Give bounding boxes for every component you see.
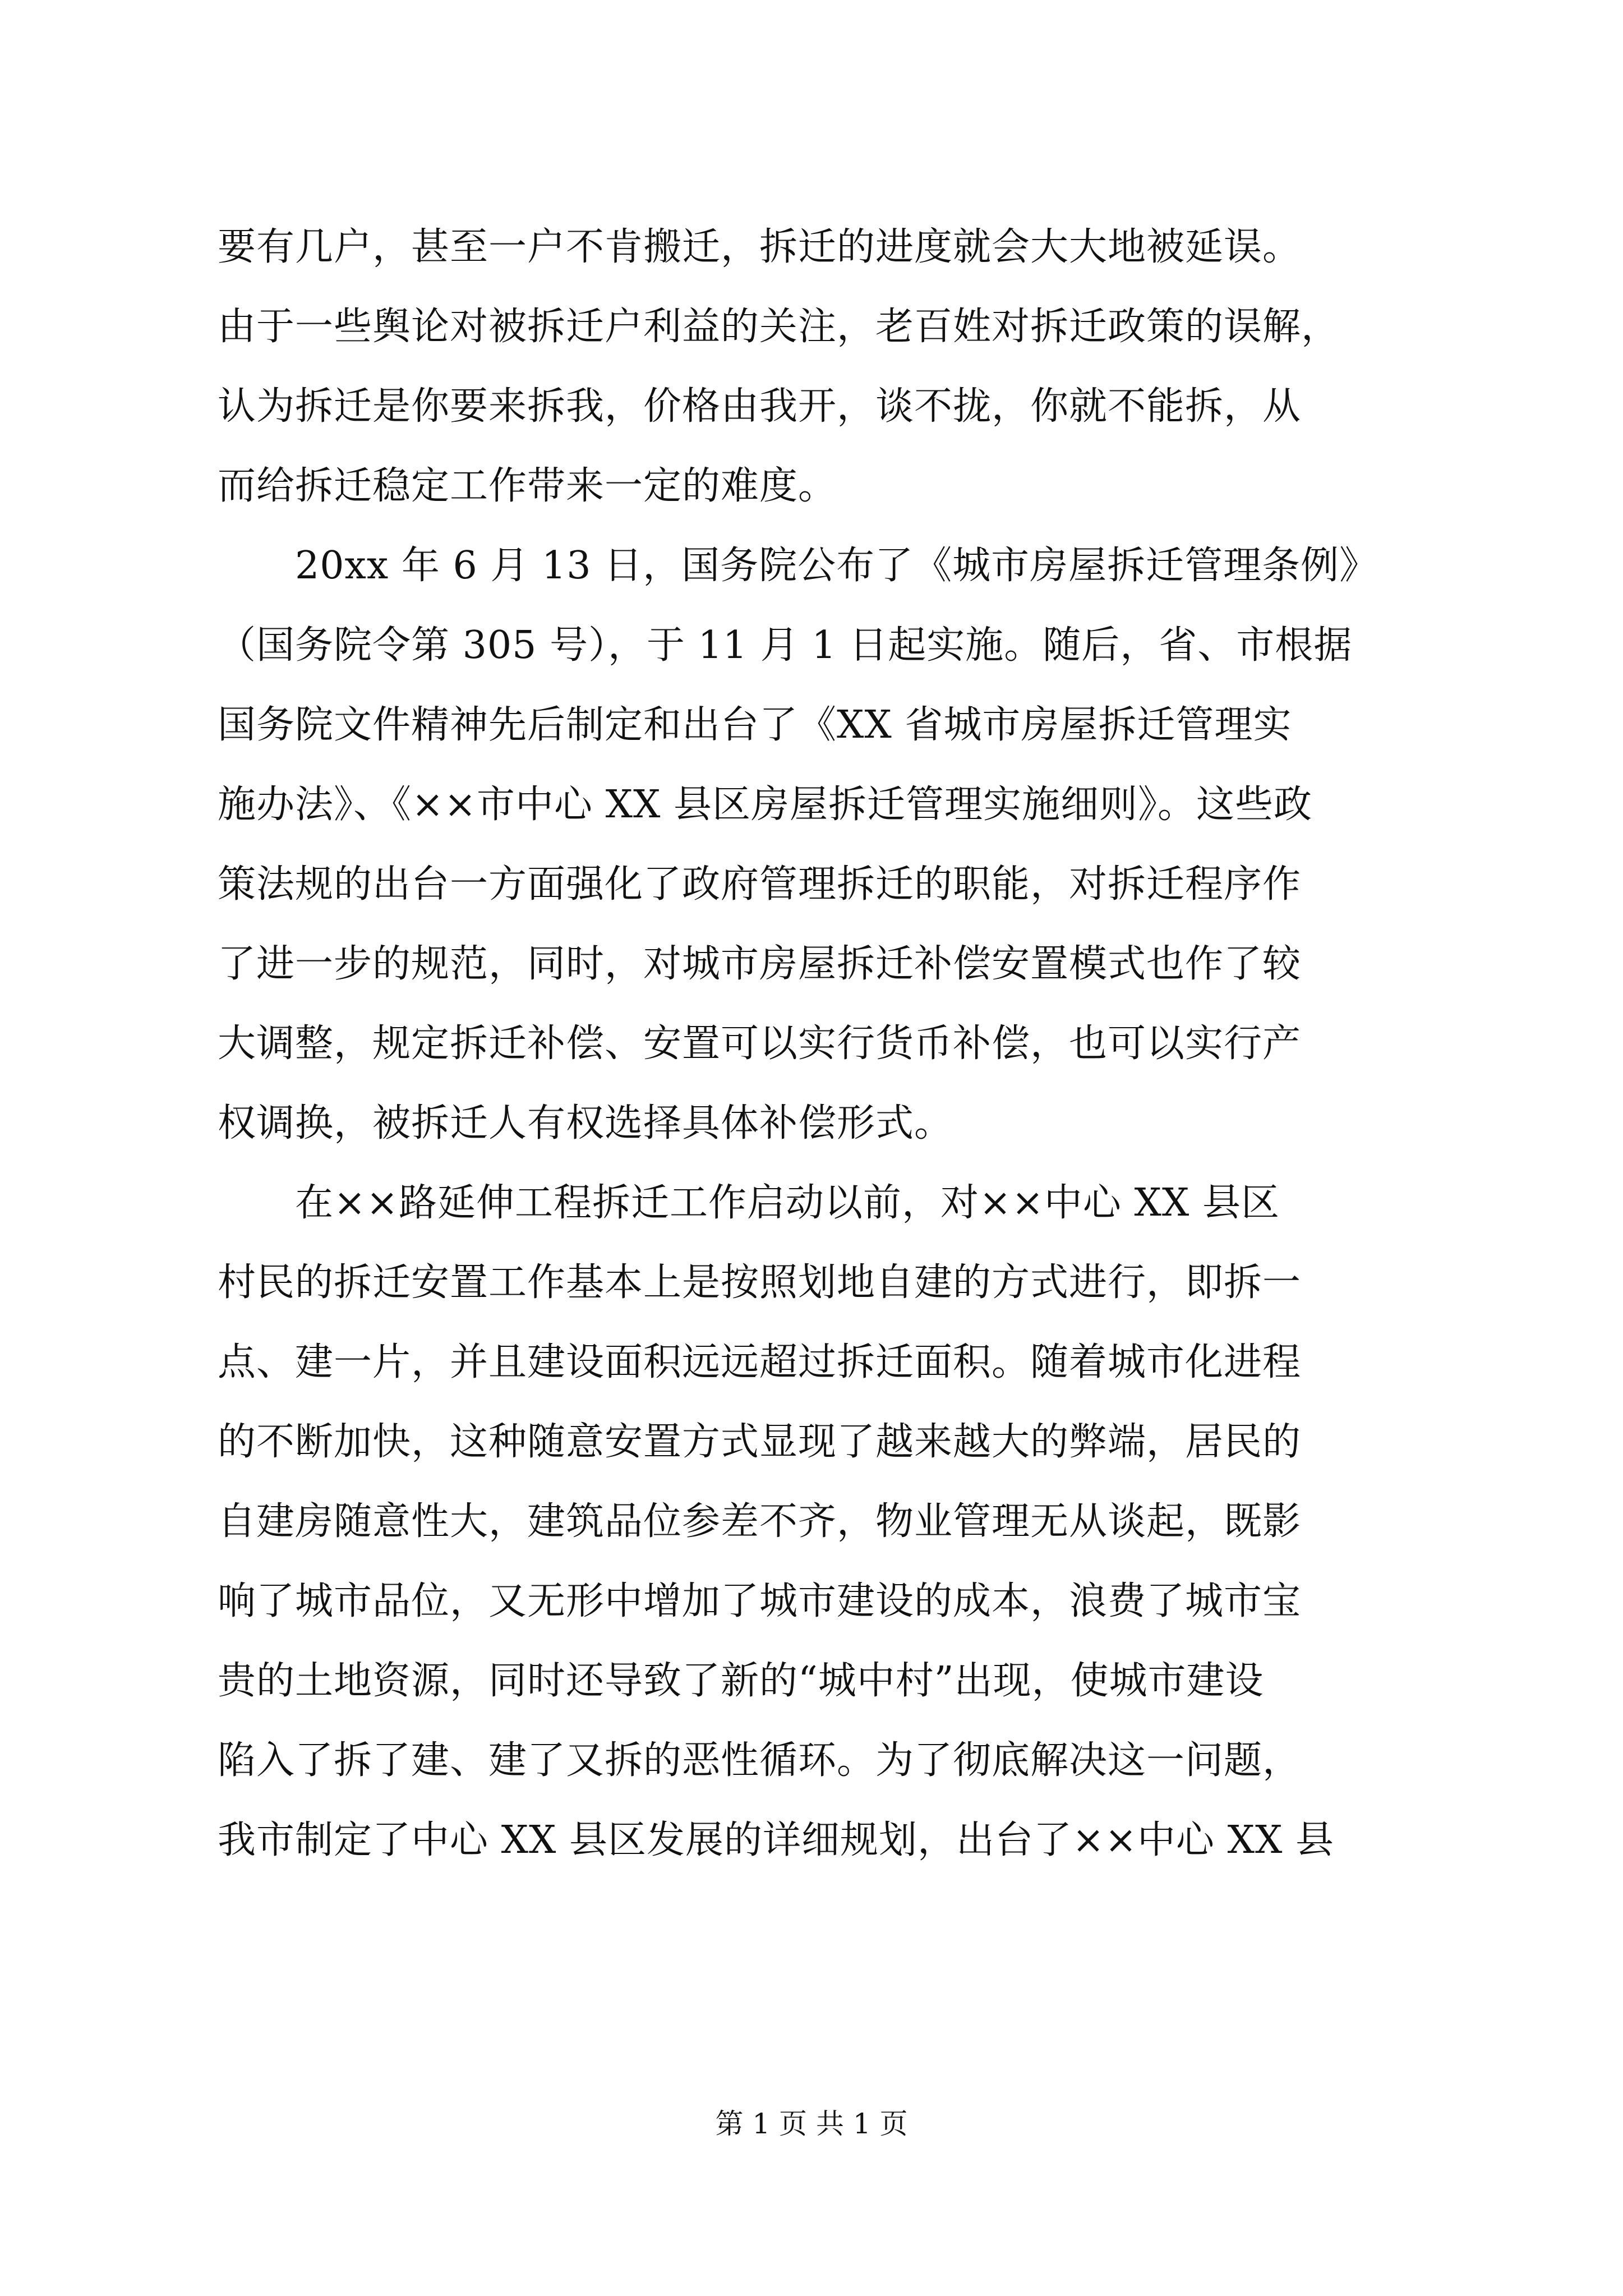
text-line: 我市制定了中心 XX 县区发展的详细规划，出台了××中心 XX 县 bbox=[218, 1818, 1335, 1862]
text-line: 贵的土地资源，同时还导致了新的“城中村”出现，使城市建设 bbox=[218, 1659, 1264, 1703]
text-line: 大调整，规定拆迁补偿、安置可以实行货币补偿，也可以实行产 bbox=[218, 1022, 1302, 1066]
text-line: 响了城市品位，又无形中增加了城市建设的成本，浪费了城市宝 bbox=[218, 1579, 1302, 1623]
text-line: 点、建一片，并且建设面积远远超过拆迁面积。随着城市化进程 bbox=[218, 1340, 1302, 1384]
text-line: 施办法》、《××市中心 XX 县区房屋拆迁管理实施细则》。这些政 bbox=[218, 783, 1313, 827]
text-line: 国务院文件精神先后制定和出台了《XX 省城市房屋拆迁管理实 bbox=[218, 703, 1292, 747]
text-line: 在××路延伸工程拆迁工作启动以前，对××中心 XX 县区 bbox=[218, 1181, 1280, 1225]
document-body bbox=[218, 208, 1485, 1880]
text-line: 了进一步的规范，同时，对城市房屋拆迁补偿安置模式也作了较 bbox=[218, 942, 1302, 986]
text-line: 陷入了拆了建、建了又拆的恶性循环。为了彻底解决这一问题， bbox=[218, 1738, 1302, 1783]
text-line: （国务院令第 305 号），于 11 月 1 日起实施。随后，省、市根据 bbox=[218, 623, 1353, 668]
page-number-footer: 第 1 页 共 1 页 bbox=[715, 2108, 908, 2140]
text-line: 而给拆迁稳定工作带来一定的难度。 bbox=[218, 464, 837, 508]
text-line: 策法规的出台一方面强化了政府管理拆迁的职能，对拆迁程序作 bbox=[218, 862, 1302, 907]
text-line: 由于一些舆论对被拆迁户利益的关注，老百姓对拆迁政策的误解， bbox=[218, 305, 1340, 349]
text-line: 权调换，被拆迁人有权选择具体补偿形式。 bbox=[218, 1101, 953, 1145]
text-line: 村民的拆迁安置工作基本上是按照划地自建的方式进行，即拆一 bbox=[218, 1260, 1302, 1305]
text-line: 的不断加快，这种随意安置方式显现了越来越大的弊端，居民的 bbox=[218, 1420, 1302, 1464]
text-line: 自建房随意性大，建筑品位参差不齐，物业管理无从谈起，既影 bbox=[218, 1499, 1302, 1544]
text-line: 认为拆迁是你要来拆我，价格由我开，谈不拢，你就不能拆，从 bbox=[218, 384, 1302, 429]
text-line: 要有几户，甚至一户不肯搬迁，拆迁的进度就会大大地被延误。 bbox=[218, 225, 1302, 269]
text-line: 20xx 年 6 月 13 日，国务院公布了《城市房屋拆迁管理条例》 bbox=[218, 544, 1378, 588]
